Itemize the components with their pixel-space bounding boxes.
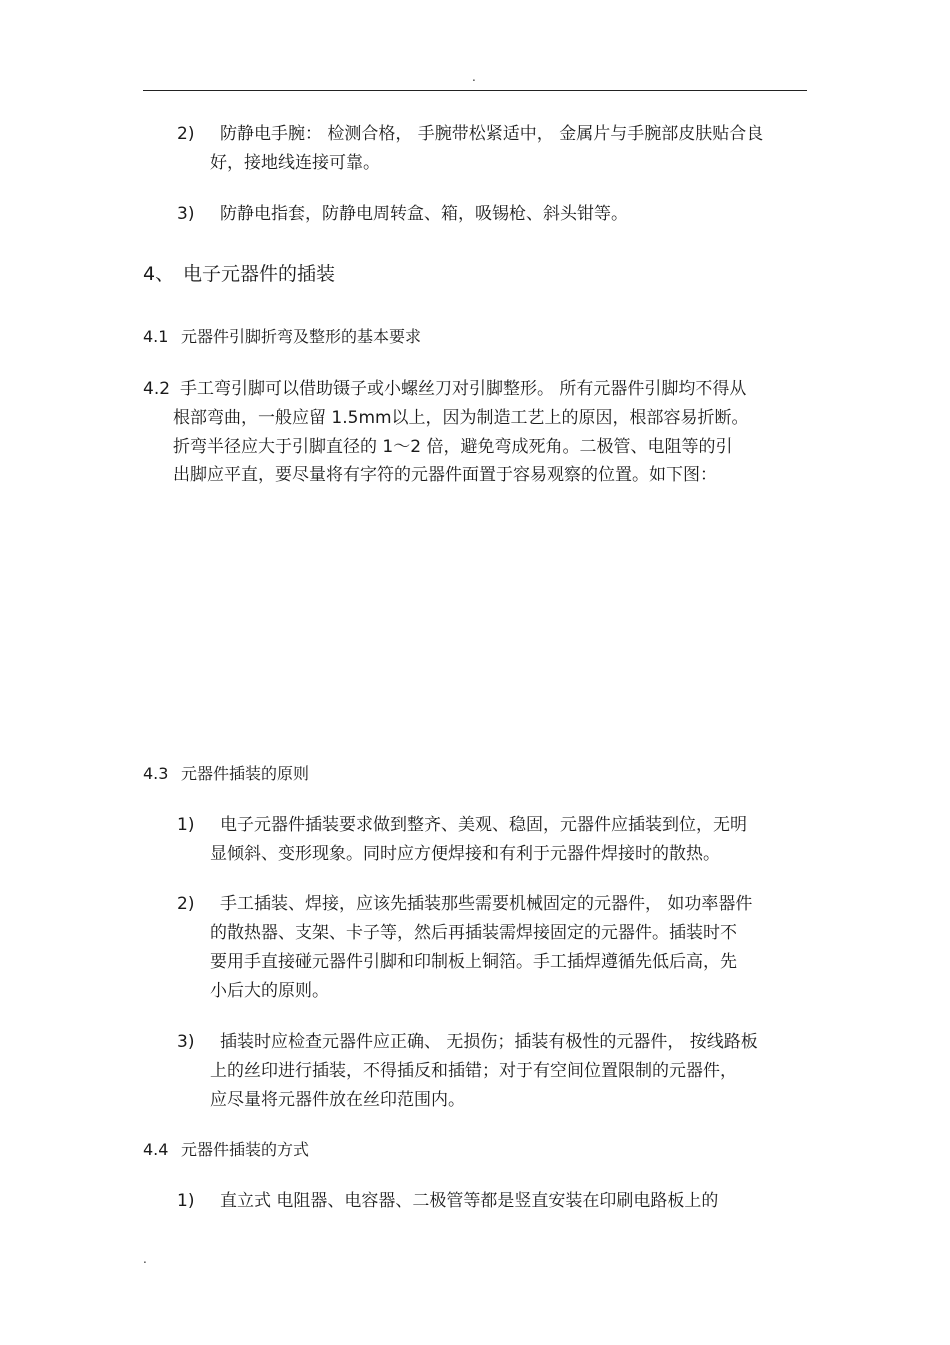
- header-rule: [143, 90, 807, 91]
- subsection-number: 4.2: [143, 379, 171, 399]
- section-heading: 电子元器件的插装: [183, 263, 336, 285]
- list-item-text: 防静电手腕： 检测合格， 手腕带松紧适中， 金属片与手腕部皮肤贴合良: [220, 124, 764, 144]
- section-number: 4、: [143, 263, 175, 285]
- subsection-title: 元器件插装的方式: [181, 1140, 310, 1159]
- paragraph-line: 折弯半径应大于引脚直径的 1～2 倍，避免弯成死角。二极管、电阻等的引: [173, 437, 733, 457]
- list-item-text: 插装时应检查元器件应正确、 无损伤；插装有极性的元器件， 按线路板: [220, 1032, 758, 1052]
- list-item-text: 手工插装、焊接，应该先插装那些需要机械固定的元器件， 如功率器件: [220, 894, 753, 914]
- subsection-number: 4.4: [143, 1140, 169, 1159]
- list-item-number: 2): [177, 894, 195, 914]
- list-item-text: 要用手直接碰元器件引脚和印制板上铜箔。手工插焊遵循先低后高，先: [210, 952, 737, 972]
- paragraph-line: 手工弯引脚可以借助镊子或小螺丝刀对引脚整形。 所有元器件引脚均不得从: [180, 379, 747, 399]
- footer-dot: .: [143, 1252, 147, 1266]
- list-item-number: 2): [177, 124, 195, 144]
- list-item-number: 1): [177, 815, 195, 835]
- subsection-number: 4.3: [143, 764, 169, 783]
- list-item-text: 好，接地线连接可靠。: [210, 153, 380, 173]
- list-item-text: 上的丝印进行插装，不得插反和插错；对于有空间位置限制的元器件，: [210, 1061, 737, 1081]
- list-item-text: 直立式 电阻器、电容器、二极管等都是竖直安装在印刷电路板上的: [220, 1191, 719, 1211]
- list-item-text: 电子元器件插装要求做到整齐、美观、稳固，元器件应插装到位，无明: [220, 815, 747, 835]
- list-item-number: 1): [177, 1191, 195, 1211]
- paragraph-line: 根部弯曲，一般应留 1.5mm以上，因为制造工艺上的原因，根部容易折断。: [173, 408, 749, 428]
- list-item-text: 小后大的原则。: [210, 981, 329, 1001]
- list-item-text: 应尽量将元器件放在丝印范围内。: [210, 1090, 465, 1110]
- header-dot: .: [472, 70, 476, 84]
- paragraph-line: 出脚应平直，要尽量将有字符的元器件面置于容易观察的位置。如下图：: [173, 465, 717, 485]
- list-item-text: 显倾斜、变形现象。同时应方便焊接和有利于元器件焊接时的散热。: [210, 844, 720, 864]
- subsection-title: 元器件引脚折弯及整形的基本要求: [181, 327, 422, 346]
- list-item-text: 的散热器、支架、卡子等，然后再插装需焊接固定的元器件。插装时不: [210, 923, 737, 943]
- list-item-number: 3): [177, 204, 195, 224]
- subsection-number: 4.1: [143, 327, 169, 346]
- list-item-text: 防静电指套，防静电周转盒、箱，吸锡枪、斜头钳等。: [220, 204, 628, 224]
- subsection-title: 元器件插装的原则: [181, 764, 310, 783]
- list-item-number: 3): [177, 1032, 195, 1052]
